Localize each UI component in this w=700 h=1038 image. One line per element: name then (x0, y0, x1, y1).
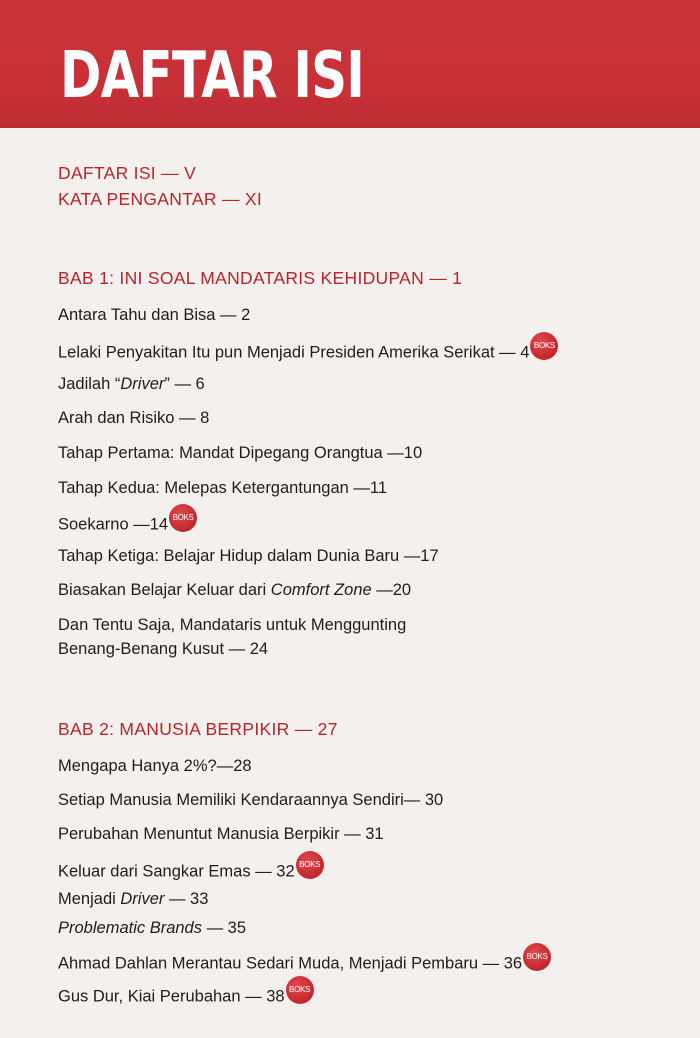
toc-entry-label: Tahap Ketiga: Belajar Hidup dalam Dunia Baru —17 (58, 547, 439, 565)
chapter-heading-bab1[interactable]: BAB 1: INI SOAL MANDATARIS KEHIDUPAN — 1 (58, 268, 463, 288)
boks-badge: BOKS (530, 332, 558, 360)
toc-entry-italic: Driver (120, 375, 165, 393)
toc-entry-label: Soekarno —14 (58, 515, 169, 534)
boks-badge: BOKS (523, 943, 551, 971)
toc-entry[interactable] (58, 789, 443, 811)
toc-entry[interactable] (58, 755, 252, 777)
toc-entry[interactable] (58, 407, 209, 429)
toc-entry-label: Gus Dur, Kiai Perubahan — 38 (58, 987, 285, 1006)
toc-entry-label: Mengapa Hanya 2%?—28 (58, 757, 252, 775)
toc-entry-label: Arah dan Risiko — 8 (58, 409, 210, 427)
toc-entry[interactable] (58, 888, 208, 910)
toc-entry[interactable] (58, 511, 197, 539)
toc-entry-kata-pengantar[interactable]: KATA PENGANTAR — XI (58, 189, 263, 209)
toc-entry[interactable] (58, 477, 387, 499)
toc-entry-italic: Driver (120, 890, 165, 908)
toc-entry-page: —20 (371, 581, 412, 599)
toc-entry-label: Setiap Manusia Memiliki Kendaraannya Sendiri— 30 (58, 791, 444, 809)
toc-entry-label: Perubahan Menuntut Manusia Berpikir — 31 (58, 825, 384, 843)
toc-entry-daftar-isi[interactable]: DAFTAR ISI — V (58, 163, 197, 183)
toc-entry[interactable] (58, 614, 406, 636)
toc-entry[interactable] (58, 950, 551, 978)
toc-entry-label: Tahap Pertama: Mandat Dipegang Orangtua —10 (58, 444, 423, 462)
chapter-heading-bab2[interactable]: BAB 2: MANUSIA BERPIKIR — 27 (58, 719, 338, 739)
toc-entry-label: Antara Tahu dan Bisa — 2 (58, 306, 251, 324)
boks-badge: BOKS (286, 976, 314, 1004)
toc-entry-label: Dan Tentu Saja, Mandataris untuk Menggunting (58, 616, 407, 634)
toc-entry[interactable] (58, 304, 250, 326)
boks-badge: BOKS (169, 504, 197, 532)
toc-entry-label: Menjadi (58, 890, 121, 908)
toc-entry-continuation[interactable] (58, 638, 268, 660)
toc-entry[interactable] (58, 339, 558, 367)
toc-entry-label: Benang-Benang Kusut — 24 (58, 640, 269, 658)
toc-entry[interactable] (58, 545, 439, 567)
toc-entry[interactable] (58, 579, 411, 601)
toc-entry-label: Keluar dari Sangkar Emas — 32 (58, 862, 295, 881)
page-title: DAFTAR ISI (60, 39, 365, 113)
toc-entry[interactable] (58, 373, 205, 395)
toc-entry-label: Jadilah “ (58, 375, 121, 393)
toc-entry[interactable] (58, 983, 314, 1011)
toc-entry[interactable] (58, 442, 422, 464)
toc-entry[interactable] (58, 917, 246, 939)
toc-entry-page: ” — 6 (164, 375, 205, 393)
toc-entry[interactable] (58, 858, 324, 886)
toc-entry-label: Lelaki Penyakitan Itu pun Menjadi Presiden Amerika Serikat — 4 (58, 343, 530, 362)
toc-entry-italic: Problematic Brands (58, 919, 202, 937)
toc-entry-italic: Comfort Zone (270, 581, 372, 599)
toc-entry[interactable] (58, 823, 384, 845)
toc-entry-label: Ahmad Dahlan Merantau Sedari Muda, Menjadi Pembaru — 36 (58, 954, 523, 973)
toc-entry-page: — 35 (201, 919, 247, 937)
boks-badge: BOKS (296, 851, 324, 879)
toc-entry-label: Tahap Kedua: Melepas Ketergantungan —11 (58, 479, 388, 497)
toc-entry-page: — 33 (164, 890, 209, 908)
toc-entry-label: Biasakan Belajar Keluar dari (58, 581, 271, 599)
